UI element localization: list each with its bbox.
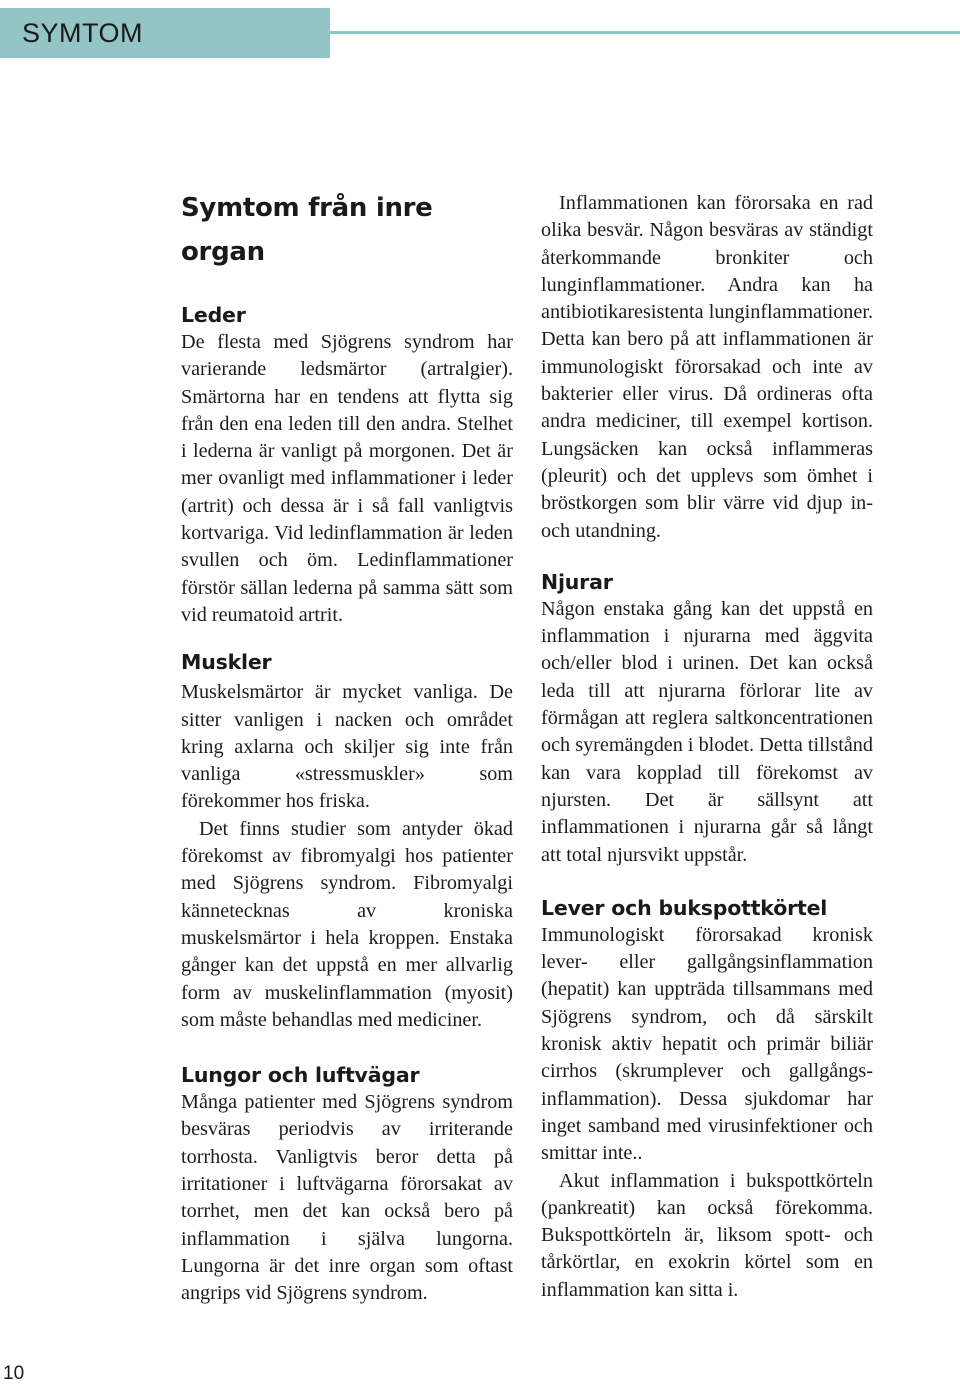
page-heading: Symtom från inre organ bbox=[181, 193, 433, 267]
section-heading-njurar: Njurar bbox=[541, 569, 613, 594]
section-heading-leder: Leder bbox=[181, 303, 246, 327]
right-column bbox=[541, 190, 873, 1304]
section-heading-muskler: Muskler bbox=[181, 650, 272, 675]
njurar-paragraph: Någon enstaka gång kan det uppstå en inflammation i njurarna med äggvita och/eller blod i urinen. Det kan också leda till att njurarna förlorar lite av förmågan att reglera saltkoncentrationen och syremängden i blodet. Detta tillstånd kan vara kopplad till förekomst av njursten. Det är sällsynt att inflammationen i njurarna går så långt att total njursvikt uppstår. bbox=[541, 597, 873, 866]
muskler-paragraph-2: Det finns studier som antyder ökad förekomst av fibromyalgi hos patienter med Sjögrens syndrom. Fibromyalgi kännetecknas av kroniska muskelsmärtor i hela kroppen. Enstaka gånger kan det uppstå en mer allvarlig form av muskelinflammation (myosit) som måste behandlas med mediciner. bbox=[181, 817, 513, 1031]
muskler-paragraph-1: Muskelsmärtor är mycket vanliga. De sitter vanligen i nacken och området kring axlarna och skiljer sig inte från vanliga «stressmuskler» som förekommer hos friska. bbox=[181, 681, 513, 813]
lever-paragraph-2: Akut inflammation i bukspottkörteln (pankreatit) kan också förekomma. Bukspottkörteln är, liksom spott- och tårkörtlar, en exokrin körtel som en inflammation kan sitta i. bbox=[541, 1169, 873, 1301]
lungor-paragraph: Många patienter med Sjögrens syndrom besväras periodvis av irriterande torrhosta. Vanligtvis beror detta på irritationer i luftvägarna förorsakat av torrhet, men det kan också bero på inflammation i själva lungorna. Lungorna är det inre organ som oftast angrips vid Sjögrens syndrom. bbox=[181, 1091, 513, 1305]
lever-paragraph-1: Immunologiskt förorsakad kronisk lever- eller gallgångsinflammation (hepatit) kan uppträda tillsammans med Sjögrens syndrom, och då särskilt kronisk aktiv hepatit och primär biliär cirrhos (skrumplever och gallgångsinflammation). Dessa sjukdomar har inget samband med virusinfektioner och smittar inte.. bbox=[541, 923, 873, 1165]
left-column bbox=[181, 186, 513, 1308]
leder-paragraph: De flesta med Sjögrens syndrom har varierande ledsmärtor (artralgier). Smärtorna har en tendens att flytta sig från den ena leden till den andra. Stelhet i lederna är vanligt på morgonen. Det är mer ovanligt med inflammationer i leder (artrit) och dessa är i så fall vanligtvis kortvariga. Vid ledinflammation är leden svullen och öm. Ledinflammationer förstör sällan lederna på samma sätt som vid reumatoid artrit. bbox=[181, 331, 513, 626]
section-heading-lever: Lever och bukspottkörtel bbox=[541, 895, 828, 920]
page-number: 10 bbox=[3, 1363, 25, 1384]
lungor-continued-paragraph: Inflammationen kan förorsaka en rad olika besvär. Någon besväras av ständigt återkommande bronkiter och lunginflammationer. Andra kan ha antibiotikaresistenta lunginflammationer. Detta kan bero på att inflammationen är immunologiskt förorsakad och inte av bakterier eller virus. Då ordineras ofta andra mediciner, till exempel kortison. Lungsäcken kan också inflammeras (pleurit) och det upplevs som ömhet i bröstkorgen som blir värre vid djup in- och utandning. bbox=[541, 192, 873, 542]
section-heading-lungor: Lungor och luftvägar bbox=[181, 1063, 420, 1088]
header-rule bbox=[330, 31, 960, 34]
chapter-title: SYMTOM bbox=[22, 18, 144, 48]
